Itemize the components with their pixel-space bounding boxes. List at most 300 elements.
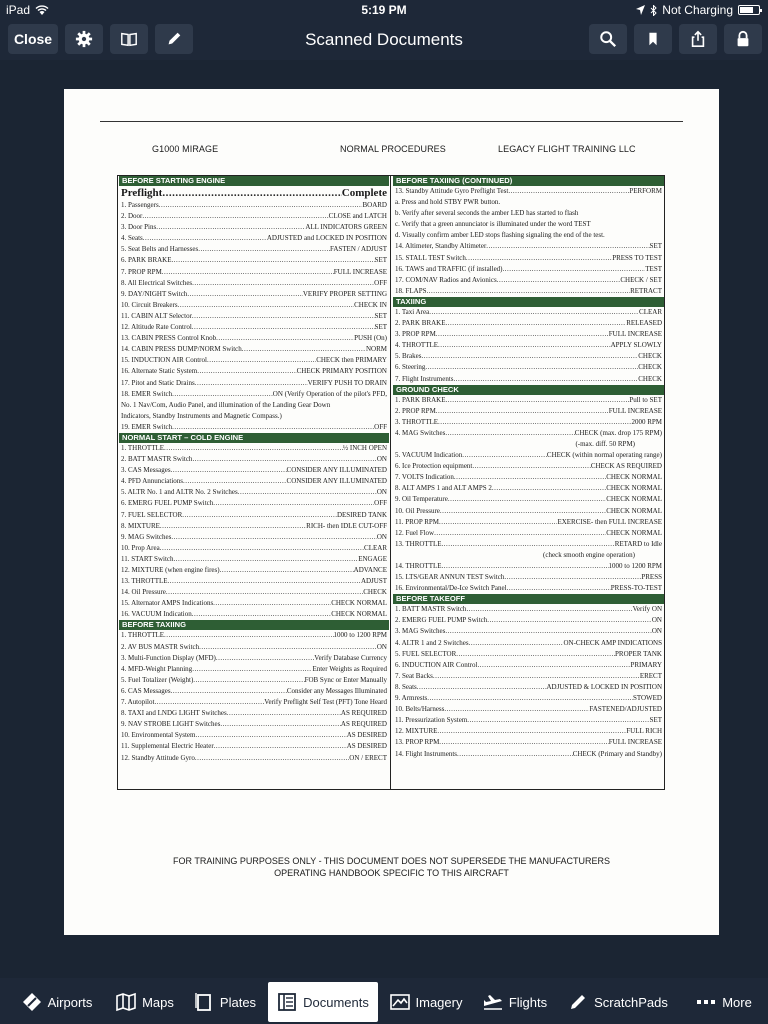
item-label: 6. Ice Protection equipment <box>395 462 473 471</box>
item-label: 6. INDUCTION AIR Control <box>395 660 478 669</box>
item-value: FULL RICH <box>626 727 662 736</box>
checklist-row <box>118 186 390 200</box>
checklist-row <box>392 517 665 528</box>
leader-dots <box>417 682 547 693</box>
item-label: 13. CABIN PRESS Control Knob <box>121 334 217 343</box>
item-label: 16. VACUUM Indication <box>121 610 192 619</box>
leader-dots <box>503 264 646 275</box>
checklist-row <box>118 532 390 543</box>
leader-dots <box>164 443 343 454</box>
leader-dots <box>446 318 627 329</box>
item-value: CONSIDER ANY ILLUMINATED <box>286 477 387 486</box>
item-value: CHECK <box>638 363 662 372</box>
item-label: 11. Supplemental Electric Heater <box>121 742 214 751</box>
leader-dots <box>192 322 375 333</box>
item-value: EXERCISE- then FULL INCREASE <box>557 517 662 526</box>
bookmark-button[interactable] <box>634 24 672 54</box>
item-label: 7. PROP RPM <box>121 267 162 276</box>
checklist-row <box>392 506 665 517</box>
leader-dots <box>445 626 652 637</box>
tab-plates[interactable] <box>190 982 260 1022</box>
section-header: NORMAL START – COLD ENGINE <box>119 433 389 443</box>
tab-label: Documents <box>303 994 369 1010</box>
checklist-note <box>118 400 390 411</box>
scanned-document-page[interactable] <box>64 89 719 935</box>
leader-dots <box>425 362 638 373</box>
checklist-row <box>118 322 390 333</box>
device-name: iPad <box>6 3 31 17</box>
checklist-note <box>392 230 665 241</box>
item-value: VERIFY PROPER SETTING <box>302 289 387 298</box>
leader-dots <box>193 675 304 686</box>
doc-header-center: NORMAL PROCEDURES <box>340 144 446 154</box>
leader-dots <box>160 543 364 554</box>
checklist-note <box>392 550 665 561</box>
item-value: SET <box>649 242 662 251</box>
leader-dots <box>220 719 341 730</box>
doc-footer-line1: FOR TRAINING PURPOSES ONLY - THIS DOCUMENT DOES NOT SUPERSEDE THE MANUFACTURERS <box>173 856 610 866</box>
item-label: 11. Pressurization System <box>395 716 468 725</box>
leader-dots <box>486 241 649 252</box>
item-value: ADJUSTED & LOCKED IN POSITION <box>546 682 662 691</box>
item-label: 4. PFD Annunciations <box>121 477 184 486</box>
item-label: 12. Altitude Rate Control <box>121 323 192 332</box>
item-value: 1000 to 1200 RPM <box>608 562 662 570</box>
item-value: SET <box>374 256 387 265</box>
item-value: PRESS-TO-TEST <box>610 584 662 593</box>
checklist-row <box>118 565 390 576</box>
item-value: RICH- then IDLE CUT-OFF <box>306 521 387 530</box>
item-label: 9. MAG Switches <box>121 532 172 541</box>
item-label: 7. Seat Backs <box>395 671 433 680</box>
clock: 5:19 PM <box>361 3 407 17</box>
checklist-row <box>118 355 390 366</box>
item-label: 11. CABIN ALT Selector <box>121 311 192 320</box>
tab-label: Flights <box>508 994 548 1010</box>
item-value: RETARD to Idle <box>614 539 662 548</box>
checklist-row <box>118 675 390 686</box>
item-label: Indicators, Standby Instruments and Magnetic Compass.) <box>121 411 282 420</box>
item-value: ON <box>651 616 662 625</box>
leader-dots <box>195 753 349 764</box>
leader-dots <box>472 461 590 472</box>
item-label: 16. Environmental/De-Ice Switch Panel <box>395 584 507 593</box>
item-value: CHECK NORMAL <box>606 473 662 482</box>
item-label: 4. THROTTLE <box>395 341 439 350</box>
tab-airports[interactable] <box>12 982 102 1022</box>
checklist-row <box>392 671 665 682</box>
item-label: 14. Oil Pressure <box>121 588 166 597</box>
leader-dots <box>183 476 286 487</box>
item-value: ON <box>376 532 387 541</box>
item-label: 5. Fuel Totalizer (Weight) <box>121 675 194 684</box>
checklist-row <box>118 686 390 697</box>
item-value: CONSIDER ANY ILLUMINATED <box>286 466 387 475</box>
checklist-row <box>118 267 390 278</box>
item-label: 5. ALTR No. 1 and ALTR No. 2 Switches <box>121 488 238 497</box>
leader-dots <box>427 286 631 297</box>
leader-dots <box>172 255 375 266</box>
item-label: 6. PARK BRAKE <box>121 256 172 265</box>
item-value: FASTENED/ADJUSTED <box>589 705 662 714</box>
item-value: PRESS TO TEST <box>612 253 662 262</box>
divider <box>100 121 683 122</box>
item-value: 1000 to 1200 RPM <box>333 631 387 640</box>
item-label: 3. PROP RPM <box>395 330 436 339</box>
leader-dots <box>162 187 341 199</box>
section-header: TAXIING <box>393 297 664 307</box>
checklist-row <box>392 307 665 318</box>
battery-icon <box>738 5 760 15</box>
item-value: PRIMARY <box>630 660 662 669</box>
checklist-row <box>392 737 665 748</box>
leader-dots <box>216 653 314 664</box>
item-label: 15. Alternator AMPS Indications <box>121 599 214 608</box>
checklist-row <box>118 753 390 764</box>
leader-dots <box>440 506 606 517</box>
item-label: No. 1 Nav/Com, Audio Panel, and illumination of the Landing Gear Down <box>121 400 331 409</box>
checklist-row <box>392 417 665 428</box>
checklist-row <box>118 255 390 266</box>
leader-dots <box>160 521 306 532</box>
item-label: 14. Flight Instruments <box>395 749 458 758</box>
item-value: STOWED <box>632 694 662 703</box>
item-value: SET <box>649 716 662 725</box>
item-label: 12. Standby Attitude Gyro <box>121 753 195 762</box>
leader-dots <box>508 186 629 197</box>
tab-imagery[interactable] <box>384 982 468 1022</box>
checklist-row <box>118 344 390 355</box>
leader-dots <box>172 389 273 400</box>
checklist-row <box>118 741 390 752</box>
item-label: 8. MIXTURE <box>121 521 160 530</box>
item-label: 4. MAG Switches <box>395 428 446 437</box>
checklist-row <box>392 472 665 483</box>
leader-dots <box>438 417 631 428</box>
item-value: ON <box>651 627 662 636</box>
leader-dots <box>187 289 303 300</box>
checklist-row <box>392 241 665 252</box>
leader-dots <box>497 275 621 286</box>
leader-dots <box>466 253 612 264</box>
item-label: 6. Steering <box>395 363 426 372</box>
leader-dots <box>174 554 359 565</box>
item-value: OFF <box>374 499 387 508</box>
leader-dots <box>433 671 640 682</box>
checklist-row <box>118 598 390 609</box>
section-header: GROUND CHECK <box>393 385 664 395</box>
checklist-row <box>392 275 665 286</box>
item-label: 1. BATT MASTR Switch <box>395 605 467 614</box>
item-value: FULL INCREASE <box>333 267 387 276</box>
item-label: 7. FUEL SELECTOR <box>121 510 183 519</box>
item-value: SET <box>374 311 387 320</box>
leader-dots <box>238 487 377 498</box>
item-label: 7. Autopilot <box>121 698 155 707</box>
checklist-row <box>118 521 390 532</box>
item-value: CHECK PRIMARY POSITION <box>296 367 387 376</box>
checklist-row <box>392 428 665 439</box>
leader-dots <box>192 311 375 322</box>
item-value: (-max. diff. 50 RPM) <box>575 439 635 448</box>
item-value: Verify Database Currency <box>314 653 387 662</box>
item-label: 2. PROP RPM <box>395 406 436 415</box>
leader-dots <box>487 615 652 626</box>
leader-dots <box>171 686 287 697</box>
lock-button[interactable] <box>724 24 762 54</box>
checklist-row <box>392 561 665 572</box>
item-label: 10. Oil Pressure <box>395 506 440 515</box>
item-label: 5. VACUUM Indication <box>395 451 463 460</box>
item-label: 6. CAS Messages <box>121 686 171 695</box>
checklist-row <box>118 653 390 664</box>
item-value: ½ INCH OPEN <box>342 443 387 452</box>
item-value: ERECT <box>639 671 662 680</box>
leader-dots <box>182 510 337 521</box>
checklist-row <box>118 311 390 322</box>
item-label: 8. All Electrical Switches <box>121 278 193 287</box>
item-value: DESIRED TANK <box>336 510 387 519</box>
plane-icon <box>483 992 503 1012</box>
item-label: 12. MIXTURE (when engine fires) <box>121 566 220 574</box>
tab-label: More <box>722 994 752 1010</box>
tab-bar <box>0 978 768 1024</box>
item-label: b. Verify after several seconds the amber LED has started to flash <box>395 209 579 218</box>
checklist-row <box>392 626 665 637</box>
item-label: 11. PROP RPM <box>395 517 440 526</box>
item-value: PROPER TANK <box>615 649 662 658</box>
item-label: 1. Passengers <box>121 201 159 209</box>
leader-dots <box>142 211 328 222</box>
item-value: Verify Preflight Self Test (PFT) Tone Heard <box>264 698 387 707</box>
leader-dots <box>198 244 330 255</box>
checklist-row <box>392 450 665 461</box>
item-value: CHECK NORMAL <box>606 484 662 493</box>
leader-dots <box>166 587 363 598</box>
leader-dots <box>436 329 609 340</box>
checklist-note <box>392 219 665 230</box>
close-button[interactable]: Close <box>8 24 58 54</box>
leader-dots <box>199 642 377 653</box>
leader-dots <box>195 730 346 741</box>
item-label: 11. START Switch <box>121 554 174 563</box>
item-label: 13. THROTTLE <box>395 539 442 548</box>
checklist-row <box>392 638 665 649</box>
checklist-row <box>392 406 665 417</box>
item-value: CLOSE and LATCH <box>328 212 387 221</box>
leader-dots <box>164 630 333 641</box>
item-label: 1. THROTTLE <box>121 631 165 640</box>
item-label: 15. INDUCTION AIR Control <box>121 356 207 365</box>
checklist-row <box>392 615 665 626</box>
item-value: CHECK NORMAL <box>606 495 662 504</box>
item-value: PUSH (On) <box>354 334 387 343</box>
item-label: 3. THROTTLE <box>395 417 439 426</box>
leader-dots <box>454 472 606 483</box>
leader-dots <box>192 278 374 289</box>
leader-dots <box>504 572 641 583</box>
doc-header-left: G1000 MIRAGE <box>152 144 219 154</box>
checklist-row <box>392 715 665 726</box>
item-value: FULL INCREASE <box>608 406 662 415</box>
item-value: ALL INDICATORS GREEN <box>305 223 387 232</box>
checklist-row <box>392 749 665 760</box>
item-label: 9. Armrests <box>395 694 428 703</box>
item-label: c. Verify that a green annunciator is illuminated under the word TEST <box>395 220 591 229</box>
checklist-row <box>118 719 390 730</box>
leader-dots <box>192 454 376 465</box>
item-value: FASTEN / ADJUST <box>329 245 387 254</box>
item-label: 18. FLAPS <box>395 286 427 295</box>
plates-icon <box>194 992 214 1012</box>
leader-dots <box>159 200 363 211</box>
item-value: CHECK <box>638 374 662 383</box>
tab-documents[interactable] <box>268 982 378 1022</box>
checklist-note <box>118 411 390 422</box>
leader-dots <box>434 528 606 539</box>
item-value: OFF <box>374 422 387 431</box>
tab-maps[interactable] <box>108 982 182 1022</box>
checklist-row <box>392 374 665 385</box>
item-value: VERIFY PUSH TO DRAIN <box>307 378 387 387</box>
item-label: 2. AV BUS MASTR Switch <box>121 642 200 651</box>
item-label: 16. TAWS and TRAFFIC (if installed) <box>395 264 503 273</box>
leader-dots <box>192 609 331 620</box>
item-value: AS DESIRED <box>346 731 387 740</box>
item-label: 8. Seats <box>395 682 417 691</box>
item-label: 17. COM/NAV Radios and Avionics <box>395 275 497 284</box>
leader-dots <box>442 561 609 572</box>
item-value: AS DESIRED <box>346 742 387 751</box>
checklist-row <box>118 697 390 708</box>
leader-dots <box>444 704 589 715</box>
item-value: Verify ON <box>632 605 662 614</box>
item-label: 3. Door Pins <box>121 223 157 232</box>
item-value: CHECK AS REQUIRED <box>590 462 662 471</box>
item-value: CHECK / SET <box>620 275 662 284</box>
leader-dots <box>462 450 547 461</box>
item-label: 2. PARK BRAKE <box>395 319 446 328</box>
checklist-row <box>118 465 390 476</box>
item-label: 3. Multi-Function Display (MFD) <box>121 653 216 662</box>
leader-dots <box>466 604 632 615</box>
leader-dots <box>421 351 638 362</box>
item-value: Consider any Messages Illuminated <box>286 686 387 695</box>
item-label: 7. Flight Instruments <box>395 374 454 383</box>
item-label: 12. MIXTURE <box>395 727 438 736</box>
checklist-row <box>118 510 390 521</box>
leader-dots <box>171 532 377 543</box>
item-label: 16. Alternate Static System <box>121 367 198 376</box>
leader-dots <box>214 741 347 752</box>
tab-more[interactable] <box>684 982 764 1022</box>
tab-scratchpads[interactable] <box>562 982 674 1022</box>
item-label: 13. PROP RPM <box>395 738 440 747</box>
leader-dots <box>242 344 366 355</box>
procedures-column-right <box>392 176 665 789</box>
item-value: CHECK (Primary and Standby) <box>572 749 662 758</box>
section-header: BEFORE TAKEOFF <box>393 594 664 604</box>
tab-label: ScratchPads <box>594 994 668 1010</box>
item-value: BOARD <box>362 201 387 209</box>
checklist-row <box>118 278 390 289</box>
bluetooth-icon <box>650 5 657 16</box>
item-value: CHECK then PRIMARY <box>316 356 387 365</box>
item-value: APPLY SLOWLY <box>610 341 662 350</box>
tab-label: Imagery <box>415 994 463 1010</box>
checklist-row <box>118 642 390 653</box>
leader-dots <box>457 749 573 760</box>
leader-dots <box>172 422 374 433</box>
item-label: 5. FUEL SELECTOR <box>395 649 457 658</box>
item-value: Complete <box>341 187 387 199</box>
checklist-row <box>392 539 665 550</box>
checklist-row <box>392 340 665 351</box>
item-value: Pull to SET <box>629 395 662 404</box>
search-button[interactable] <box>589 24 627 54</box>
item-label: 15. STALL TEST Switch <box>395 253 466 262</box>
item-label: 10. Environmental System <box>121 731 196 740</box>
checklist-note <box>392 208 665 219</box>
leader-dots <box>195 378 308 389</box>
share-button[interactable] <box>679 24 717 54</box>
pencil-icon <box>568 992 588 1012</box>
item-value: OFF <box>374 278 387 287</box>
airport-icon <box>22 992 42 1012</box>
procedures-table <box>117 175 665 790</box>
item-label: 10. Circuit Breakers <box>121 300 178 309</box>
checklist-row <box>392 318 665 329</box>
tab-flights[interactable] <box>476 982 554 1022</box>
checklist-note <box>392 197 665 208</box>
item-value: AS REQUIRED <box>340 720 387 729</box>
checklist-note <box>392 439 665 450</box>
item-label: 8. ALT AMPS 1 and ALT AMPS 2 <box>395 484 492 493</box>
item-value: CHECK (max. drop 175 RPM) <box>574 428 662 437</box>
item-value: CHECK NORMAL <box>331 610 387 619</box>
location-icon <box>636 5 645 15</box>
checklist-row <box>392 461 665 472</box>
item-label: 4. MFD-Weight Planning <box>121 664 193 673</box>
leader-dots <box>427 693 633 704</box>
checklist-row <box>118 422 390 433</box>
checklist-row <box>392 483 665 494</box>
checklist-row <box>118 211 390 222</box>
checklist-row <box>392 726 665 737</box>
battery-status: Not Charging <box>662 3 733 17</box>
item-value: NORM <box>365 345 387 354</box>
section-header: BEFORE TAXIING (CONTINUED) <box>393 176 664 186</box>
checklist-row <box>118 366 390 377</box>
checklist-row <box>392 494 665 505</box>
leader-dots <box>439 737 608 748</box>
item-value: CHECK NORMAL <box>606 506 662 515</box>
leader-dots <box>207 355 316 366</box>
leader-dots <box>171 465 287 476</box>
leader-dots <box>192 664 312 675</box>
item-value: ADJUST <box>360 577 387 586</box>
checklist-row <box>118 543 390 554</box>
tab-label: Airports <box>47 994 93 1010</box>
leader-dots <box>197 366 296 377</box>
item-value: Enter Weights as Required <box>312 664 387 673</box>
checklist-row <box>118 244 390 255</box>
item-value: ON <box>376 455 387 464</box>
checklist-row <box>392 660 665 671</box>
documents-icon <box>277 992 297 1012</box>
item-label: 9. DAY/NIGHT Switch <box>121 289 188 298</box>
item-label: 14. CABIN PRESS DUMP/NORM Switch <box>121 345 242 354</box>
